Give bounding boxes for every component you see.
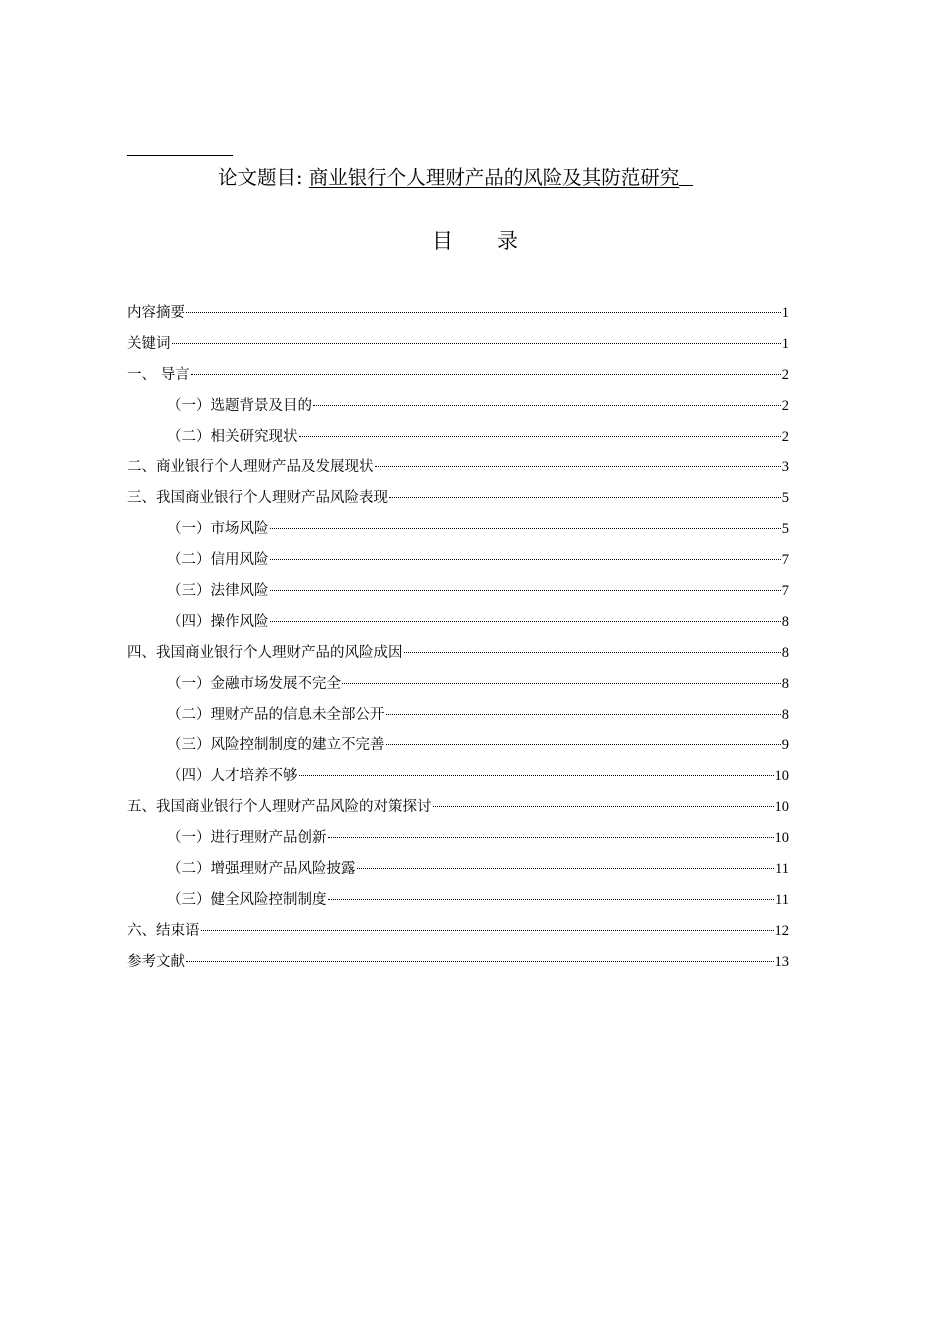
header-rule xyxy=(127,155,233,156)
toc-entry[interactable] xyxy=(127,576,789,607)
dot-leader xyxy=(270,621,781,622)
thesis-title-value: 商业银行个人理财产品的风险及其防范研究 xyxy=(308,166,680,189)
toc-entry-label: 三、我国商业银行个人理财产品风险表现 xyxy=(127,490,388,507)
dot-leader xyxy=(172,343,781,344)
toc-entry[interactable] xyxy=(127,545,789,576)
dot-leader xyxy=(433,806,774,807)
toc-entry[interactable] xyxy=(127,792,789,823)
title-underline-tail xyxy=(679,165,693,186)
toc-heading-char: 录 xyxy=(497,229,518,253)
dot-leader xyxy=(404,652,781,653)
toc-entry-label: 五、我国商业银行个人理财产品风险的对策探讨 xyxy=(127,799,432,816)
dot-leader xyxy=(313,405,781,406)
dot-leader xyxy=(328,837,774,838)
toc-entry-page: 3 xyxy=(781,459,789,476)
toc-entry-page: 8 xyxy=(781,706,789,723)
toc-entry-page: 7 xyxy=(781,552,789,569)
toc-entry[interactable] xyxy=(127,452,789,483)
toc-entry-label: （二）相关研究现状 xyxy=(167,428,298,445)
thesis-title xyxy=(218,164,693,192)
toc-entry[interactable] xyxy=(127,700,789,731)
dot-leader xyxy=(270,528,781,529)
toc-entry[interactable] xyxy=(127,391,789,422)
toc-entry[interactable] xyxy=(127,329,789,360)
table-of-contents xyxy=(127,298,789,978)
toc-entry-label: 六、结束语 xyxy=(127,922,200,939)
toc-entry-label: （四）人才培养不够 xyxy=(167,768,298,785)
dot-leader xyxy=(342,683,781,684)
toc-entry[interactable] xyxy=(127,885,789,916)
toc-entry[interactable] xyxy=(127,916,789,947)
toc-entry-page: 11 xyxy=(775,861,789,878)
toc-entry[interactable] xyxy=(127,761,789,792)
toc-entry-page: 1 xyxy=(781,335,789,352)
toc-entry[interactable] xyxy=(127,823,789,854)
toc-entry-label: （三）风险控制制度的建立不完善 xyxy=(167,737,385,754)
dot-leader xyxy=(386,714,781,715)
toc-entry-page: 2 xyxy=(781,428,789,445)
toc-entry-page: 7 xyxy=(781,583,789,600)
toc-entry-label: （一）选题背景及目的 xyxy=(167,397,312,414)
toc-entry-page: 10 xyxy=(774,799,789,816)
toc-entry-label: 关键词 xyxy=(127,335,171,352)
toc-entry-label: 一、 导言 xyxy=(127,366,190,383)
toc-entry-label: 二、商业银行个人理财产品及发展现状 xyxy=(127,459,374,476)
toc-entry-label: 四、我国商业银行个人理财产品的风险成因 xyxy=(127,644,403,661)
toc-entry-label: （一）金融市场发展不完全 xyxy=(167,675,341,692)
dot-leader xyxy=(201,930,774,931)
toc-entry-label: 内容摘要 xyxy=(127,305,185,321)
dot-leader xyxy=(389,497,781,498)
toc-entry[interactable] xyxy=(127,514,789,545)
toc-entry-page: 8 xyxy=(781,613,789,630)
toc-entry[interactable] xyxy=(127,854,789,885)
toc-entry-label: （三）法律风险 xyxy=(167,583,269,600)
toc-entry-page: 8 xyxy=(781,644,789,661)
toc-entry[interactable] xyxy=(127,730,789,761)
toc-entry-page: 11 xyxy=(775,891,789,908)
toc-entry[interactable] xyxy=(127,638,789,669)
dot-leader xyxy=(191,374,781,375)
toc-entry-page: 12 xyxy=(774,922,789,939)
toc-entry-label: （一）市场风险 xyxy=(167,521,269,538)
toc-entry[interactable] xyxy=(127,422,789,453)
toc-entry-page: 5 xyxy=(781,521,789,538)
dot-leader xyxy=(186,312,781,313)
toc-entry-page: 13 xyxy=(774,953,789,970)
dot-leader xyxy=(357,868,775,869)
thesis-title-label: 论文题目: xyxy=(218,166,309,189)
dot-leader xyxy=(186,961,774,962)
dot-leader xyxy=(270,590,781,591)
toc-entry-label: （四）操作风险 xyxy=(167,613,269,630)
toc-entry-label: 参考文献 xyxy=(127,953,185,970)
toc-entry-label: （二）增强理财产品风险披露 xyxy=(167,861,356,878)
dot-leader xyxy=(299,775,774,776)
toc-entry-page: 9 xyxy=(781,737,789,754)
toc-entry[interactable] xyxy=(127,669,789,700)
toc-entry-page: 2 xyxy=(781,366,789,383)
toc-entry[interactable] xyxy=(127,298,789,329)
toc-entry-page: 8 xyxy=(781,675,789,692)
toc-entry[interactable] xyxy=(127,947,789,978)
toc-entry-page: 10 xyxy=(774,768,789,785)
toc-entry-page: 5 xyxy=(781,490,789,507)
toc-entry[interactable] xyxy=(127,360,789,391)
dot-leader xyxy=(328,899,775,900)
toc-entry-page: 10 xyxy=(774,830,789,847)
dot-leader xyxy=(299,436,781,437)
toc-entry-label: （二）理财产品的信息未全部公开 xyxy=(167,706,385,723)
toc-entry-label: （三）健全风险控制制度 xyxy=(167,891,327,908)
toc-entry-page: 2 xyxy=(781,397,789,414)
toc-entry[interactable] xyxy=(127,483,789,514)
dot-leader xyxy=(375,466,781,467)
dot-leader xyxy=(270,559,781,560)
dot-leader xyxy=(386,744,781,745)
toc-heading xyxy=(0,226,950,256)
toc-entry-page: 1 xyxy=(781,305,789,321)
toc-entry-label: （一）进行理财产品创新 xyxy=(167,830,327,847)
toc-entry-label: （二）信用风险 xyxy=(167,552,269,569)
toc-heading-char: 目 xyxy=(432,229,453,253)
toc-entry[interactable] xyxy=(127,607,789,638)
